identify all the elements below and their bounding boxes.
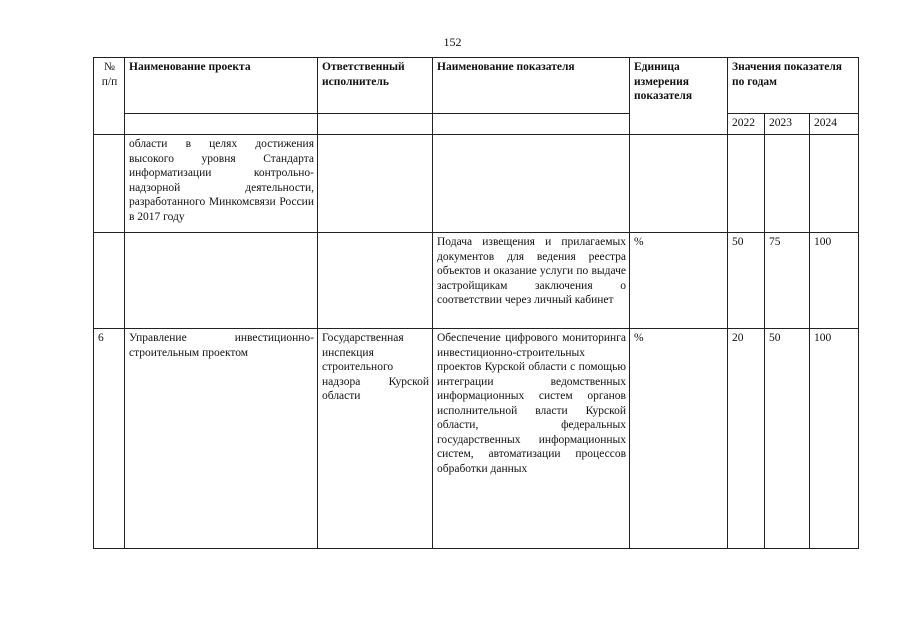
- row-project: области в целях достижения высокого уровня Стандарта информатизации контрольно-надзорной деятельности, разработанного Минкомсвязи России в 2017 году: [125, 135, 318, 233]
- row-unit: %: [630, 233, 728, 329]
- row-indicator: [433, 135, 630, 233]
- header-year-2022: 2022: [728, 114, 765, 135]
- row-num: 6: [94, 329, 125, 549]
- header-num: № п/п: [94, 58, 125, 135]
- header-executor-blank: [318, 114, 433, 135]
- row-num: [94, 233, 125, 329]
- row-value-2024: 100: [810, 233, 859, 329]
- header-indicator: Наименование показателя: [433, 58, 630, 114]
- header-project-blank: [125, 114, 318, 135]
- row-value-2023: 75: [765, 233, 810, 329]
- header-row: [94, 58, 859, 114]
- header-project: Наименование проекта: [125, 58, 318, 114]
- row-value-2024: 100: [810, 329, 859, 549]
- row-value-2022: 20: [728, 329, 765, 549]
- table-row: [94, 135, 859, 233]
- row-unit: %: [630, 329, 728, 549]
- header-values: Значения показателя по годам: [728, 58, 859, 114]
- row-value-2024: [810, 135, 859, 233]
- row-value-2022: 50: [728, 233, 765, 329]
- header-executor: Ответственный исполнитель: [318, 58, 433, 114]
- page-number: 152: [443, 35, 462, 49]
- row-num: [94, 135, 125, 233]
- header-years-row: [94, 114, 859, 135]
- indicators-table: [93, 57, 859, 549]
- row-unit: [630, 135, 728, 233]
- table-row: [94, 233, 859, 329]
- row-executor: [318, 135, 433, 233]
- header-year-2023: 2023: [765, 114, 810, 135]
- row-value-2022: [728, 135, 765, 233]
- row-indicator: Подача извещения и прилагаемых документов для ведения реестра объектов и оказание услуги по выдаче застройщикам заключения о соответствии через личный кабинет: [433, 233, 630, 329]
- row-indicator: Обеспечение цифрового мониторинга инвестиционно-строительных проектов Курской области с помощью интеграции ведомственных информационных систем органов исполнительной власти Курской области, федеральных государственных информационных систем, автоматизации процессов обработки данных: [433, 329, 630, 549]
- row-executor: [318, 233, 433, 329]
- header-indicator-blank: [433, 114, 630, 135]
- row-executor: Государственная инспекция строительного надзора Курской области: [318, 329, 433, 549]
- row-value-2023: 50: [765, 329, 810, 549]
- row-value-2023: [765, 135, 810, 233]
- row-project: Управление инвестиционно-строительным проектом: [125, 329, 318, 549]
- table-row: [94, 329, 859, 549]
- header-unit: Единица измерения показателя: [630, 58, 728, 135]
- header-year-2024: 2024: [810, 114, 859, 135]
- row-project: [125, 233, 318, 329]
